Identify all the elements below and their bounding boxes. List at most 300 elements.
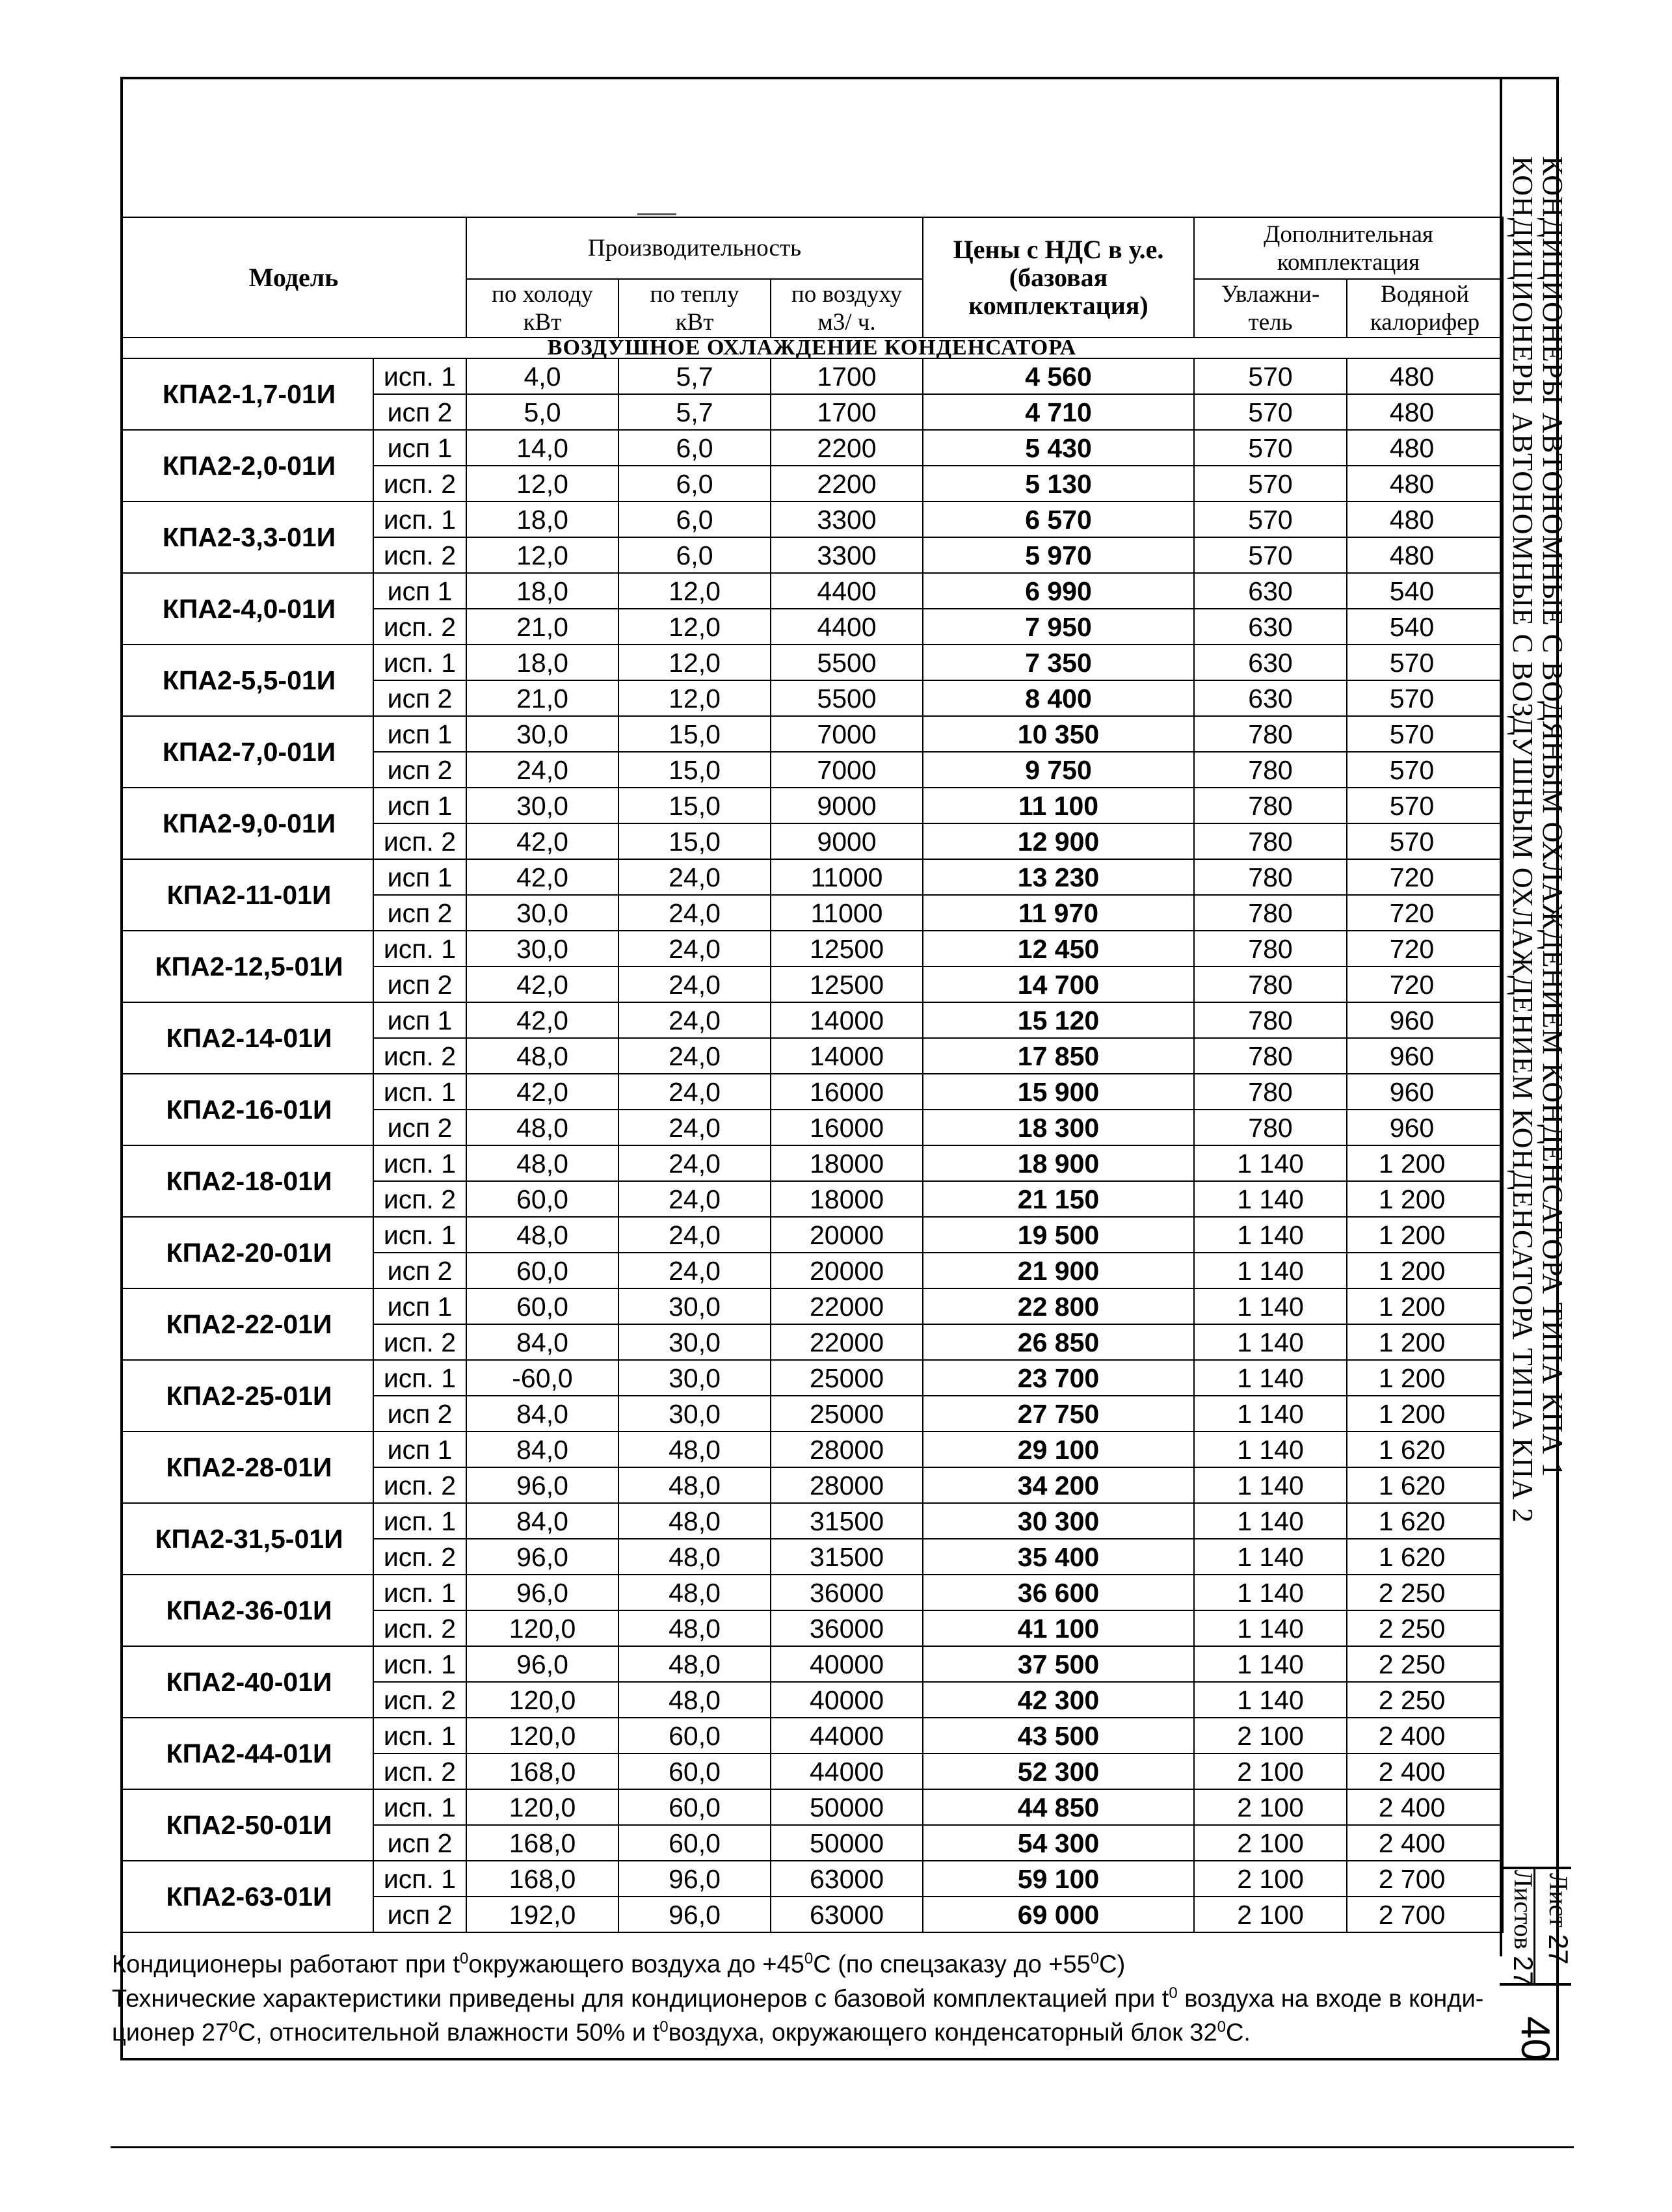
price-cell: 7 350 xyxy=(923,645,1194,680)
model-name-cell: КПА2-3,3-01И xyxy=(121,501,373,573)
model-name-cell: КПА2-31,5-01И xyxy=(121,1503,373,1575)
price-header-line3: комплектация) xyxy=(968,291,1148,320)
heater-cell: 480 xyxy=(1347,430,1503,466)
price-cell: 54 300 xyxy=(923,1825,1194,1861)
section-title: ВОЗДУШНОЕ ОХЛАЖДЕНИЕ КОНДЕНСАТОРА xyxy=(121,338,1503,358)
heat-cell: 48,0 xyxy=(618,1503,771,1539)
heater-cell: 1 620 xyxy=(1347,1467,1503,1503)
humidifier-cell: 1 140 xyxy=(1194,1288,1347,1324)
price-cell: 19 500 xyxy=(923,1217,1194,1253)
cold-header-line2: кВт xyxy=(523,309,562,336)
price-cell: 6 570 xyxy=(923,501,1194,537)
humidifier-cell: 630 xyxy=(1194,609,1347,645)
air-cell: 3300 xyxy=(771,537,923,573)
air-cell: 4400 xyxy=(771,609,923,645)
heat-cell: 48,0 xyxy=(618,1467,771,1503)
price-cell: 22 800 xyxy=(923,1288,1194,1324)
cold-cell: 30,0 xyxy=(466,788,618,823)
col-model-header: Модель xyxy=(121,217,466,338)
cold-cell: 60,0 xyxy=(466,1181,618,1217)
table-row xyxy=(121,358,1503,394)
heater-cell: 960 xyxy=(1347,1002,1503,1038)
heater-cell: 480 xyxy=(1347,537,1503,573)
heat-cell: 24,0 xyxy=(618,1110,771,1145)
cold-cell: 42,0 xyxy=(466,823,618,859)
heater-header-line2: калорифер xyxy=(1370,309,1480,336)
air-cell: 1700 xyxy=(771,394,923,430)
air-cell: 50000 xyxy=(771,1825,923,1861)
humidifier-cell: 780 xyxy=(1194,1002,1347,1038)
cold-cell: 168,0 xyxy=(466,1861,618,1897)
heater-cell: 480 xyxy=(1347,358,1503,394)
heater-cell: 2 400 xyxy=(1347,1718,1503,1753)
col-extras-header xyxy=(1194,217,1503,279)
cold-cell: 48,0 xyxy=(466,1110,618,1145)
heat-cell: 5,7 xyxy=(618,394,771,430)
col-air-header xyxy=(771,279,923,338)
variant-cell: исп. 1 xyxy=(373,1646,466,1682)
cold-cell: 12,0 xyxy=(466,537,618,573)
price-cell: 18 900 xyxy=(923,1145,1194,1181)
heater-cell: 570 xyxy=(1347,752,1503,788)
air-cell: 22000 xyxy=(771,1288,923,1324)
air-cell: 12500 xyxy=(771,966,923,1002)
variant-cell: исп. 1 xyxy=(373,358,466,394)
model-name-cell: КПА2-1,7-01И xyxy=(121,358,373,430)
variant-cell: исп. 1 xyxy=(373,1861,466,1897)
model-name-cell: КПА2-14-01И xyxy=(121,1002,373,1074)
heater-cell: 2 250 xyxy=(1347,1646,1503,1682)
heater-cell: 720 xyxy=(1347,895,1503,931)
heater-cell: 2 250 xyxy=(1347,1610,1503,1646)
heat-cell: 60,0 xyxy=(618,1753,771,1789)
table-row xyxy=(121,501,1503,537)
model-name-cell: КПА2-2,0-01И xyxy=(121,430,373,501)
heat-cell: 6,0 xyxy=(618,466,771,501)
heater-cell: 1 620 xyxy=(1347,1539,1503,1575)
air-cell: 44000 xyxy=(771,1718,923,1753)
variant-cell: исп. 1 xyxy=(373,645,466,680)
price-header-line2: (базовая xyxy=(1009,263,1108,292)
price-cell: 21 900 xyxy=(923,1253,1194,1288)
heater-header-line1: Водяной xyxy=(1380,281,1470,308)
model-name-cell: КПА2-4,0-01И xyxy=(121,573,373,645)
heat-cell: 24,0 xyxy=(618,966,771,1002)
heat-cell: 6,0 xyxy=(618,501,771,537)
table-row xyxy=(121,1789,1503,1825)
price-cell: 37 500 xyxy=(923,1646,1194,1682)
price-cell: 42 300 xyxy=(923,1682,1194,1718)
cold-cell: 30,0 xyxy=(466,716,618,752)
air-cell: 22000 xyxy=(771,1324,923,1360)
heater-cell: 480 xyxy=(1347,394,1503,430)
variant-cell: исп 2 xyxy=(373,966,466,1002)
cold-cell: 12,0 xyxy=(466,466,618,501)
variant-cell: исп 1 xyxy=(373,1002,466,1038)
heater-cell: 720 xyxy=(1347,966,1503,1002)
humidifier-cell: 780 xyxy=(1194,1110,1347,1145)
model-name-cell: КПА2-20-01И xyxy=(121,1217,373,1288)
price-cell: 9 750 xyxy=(923,752,1194,788)
humidifier-cell: 570 xyxy=(1194,394,1347,430)
price-cell: 4 560 xyxy=(923,358,1194,394)
model-name-cell: КПА2-25-01И xyxy=(121,1360,373,1432)
cold-header-line1: по холоду xyxy=(492,281,593,308)
price-cell: 15 900 xyxy=(923,1074,1194,1110)
heat-cell: 96,0 xyxy=(618,1861,771,1897)
air-cell: 9000 xyxy=(771,823,923,859)
table-row xyxy=(121,1503,1503,1539)
heater-cell: 2 400 xyxy=(1347,1789,1503,1825)
variant-cell: исп 1 xyxy=(373,573,466,609)
table-row xyxy=(121,931,1503,966)
variant-cell: исп 1 xyxy=(373,859,466,895)
heater-cell: 1 620 xyxy=(1347,1503,1503,1539)
heat-cell: 6,0 xyxy=(618,430,771,466)
model-name-cell: КПА2-9,0-01И xyxy=(121,788,373,859)
humidifier-header-line1: Увлажни- xyxy=(1221,281,1320,308)
footnote-line1: Кондиционеры работают при $t^0окружающего$ воздуха до $+45^0С$ (по спецзаказу до $+55^0С$) xyxy=(112,1950,1126,1979)
variant-cell: исп. 2 xyxy=(373,609,466,645)
air-cell: 11000 xyxy=(771,895,923,931)
model-name-cell: КПА2-28-01И xyxy=(121,1432,373,1503)
heater-cell: 2 400 xyxy=(1347,1825,1503,1861)
variant-cell: исп 2 xyxy=(373,752,466,788)
cold-cell: 96,0 xyxy=(466,1575,618,1610)
model-name-cell: КПА2-12,5-01И xyxy=(121,931,373,1002)
variant-cell: исп 2 xyxy=(373,1253,466,1288)
cold-cell: 30,0 xyxy=(466,895,618,931)
air-header-line1: по воздуху xyxy=(791,281,903,308)
page-number: 40 xyxy=(1513,2016,1558,2061)
sheets-total xyxy=(1507,1870,1539,1986)
variant-cell: исп 2 xyxy=(373,1897,466,1932)
price-cell: 27 750 xyxy=(923,1396,1194,1432)
sheet-label: Лист xyxy=(1544,1873,1573,1928)
model-name-cell: КПА2-16-01И xyxy=(121,1074,373,1145)
humidifier-cell: 1 140 xyxy=(1194,1181,1347,1217)
variant-cell: исп 2 xyxy=(373,394,466,430)
table-row xyxy=(121,1575,1503,1610)
humidifier-cell: 570 xyxy=(1194,466,1347,501)
air-cell: 9000 xyxy=(771,788,923,823)
humidifier-cell: 780 xyxy=(1194,716,1347,752)
humidifier-header-line2: тель xyxy=(1248,309,1293,336)
variant-cell: исп. 2 xyxy=(373,1682,466,1718)
price-cell: 43 500 xyxy=(923,1718,1194,1753)
air-cell: 36000 xyxy=(771,1575,923,1610)
air-cell: 18000 xyxy=(771,1181,923,1217)
side-title-line2: КОНДИЦИОНЕРЫ АВТОНОМНЫЕ С ВОЗДУШНЫМ ОХЛАЖДЕНИЕМ КОНДЕНСАТОРА ТИПА КПА 2 xyxy=(1507,156,1539,1523)
price-cell: 26 850 xyxy=(923,1324,1194,1360)
extras-header-line1: Дополнительная xyxy=(1264,220,1433,248)
heat-cell: 48,0 xyxy=(618,1682,771,1718)
heat-header-line2: кВт xyxy=(675,309,714,336)
cold-cell: 120,0 xyxy=(466,1718,618,1753)
heat-cell: 15,0 xyxy=(618,823,771,859)
air-cell: 31500 xyxy=(771,1503,923,1539)
air-cell: 4400 xyxy=(771,573,923,609)
cold-cell: 48,0 xyxy=(466,1038,618,1074)
model-name-cell: КПА2-36-01И xyxy=(121,1575,373,1646)
humidifier-cell: 630 xyxy=(1194,680,1347,716)
cold-cell: 48,0 xyxy=(466,1217,618,1253)
air-cell: 44000 xyxy=(771,1753,923,1789)
heat-cell: 24,0 xyxy=(618,859,771,895)
heater-cell: 570 xyxy=(1347,788,1503,823)
heat-cell: 15,0 xyxy=(618,716,771,752)
cold-cell: 120,0 xyxy=(466,1610,618,1646)
variant-cell: исп 1 xyxy=(373,788,466,823)
humidifier-cell: 1 140 xyxy=(1194,1324,1347,1360)
table-row xyxy=(121,645,1503,680)
heater-cell: 2 250 xyxy=(1347,1682,1503,1718)
price-cell: 11 100 xyxy=(923,788,1194,823)
heat-cell: 30,0 xyxy=(618,1396,771,1432)
price-cell: 69 000 xyxy=(923,1897,1194,1932)
heat-cell: 15,0 xyxy=(618,788,771,823)
price-cell: 7 950 xyxy=(923,609,1194,645)
heat-cell: 15,0 xyxy=(618,752,771,788)
air-cell: 18000 xyxy=(771,1145,923,1181)
air-cell: 36000 xyxy=(771,1610,923,1646)
price-cell: 5 970 xyxy=(923,537,1194,573)
price-cell: 8 400 xyxy=(923,680,1194,716)
heater-cell: 540 xyxy=(1347,609,1503,645)
heat-cell: 24,0 xyxy=(618,1145,771,1181)
price-cell: 59 100 xyxy=(923,1861,1194,1897)
heat-header-line1: по теплу xyxy=(650,281,739,308)
heat-cell: 60,0 xyxy=(618,1718,771,1753)
variant-cell: исп. 2 xyxy=(373,823,466,859)
humidifier-cell: 780 xyxy=(1194,895,1347,931)
heat-cell: 96,0 xyxy=(618,1897,771,1932)
air-cell: 31500 xyxy=(771,1539,923,1575)
cold-cell: 30,0 xyxy=(466,931,618,966)
heat-cell: 5,7 xyxy=(618,358,771,394)
heat-cell: 30,0 xyxy=(618,1288,771,1324)
table-row xyxy=(121,859,1503,895)
heat-cell: 12,0 xyxy=(618,645,771,680)
heater-cell: 720 xyxy=(1347,931,1503,966)
cold-cell: 18,0 xyxy=(466,501,618,537)
header-blank-area xyxy=(120,77,1502,221)
variant-cell: исп. 2 xyxy=(373,1324,466,1360)
variant-cell: исп. 2 xyxy=(373,1038,466,1074)
heater-cell: 1 200 xyxy=(1347,1253,1503,1288)
heater-cell: 570 xyxy=(1347,645,1503,680)
heater-cell: 960 xyxy=(1347,1110,1503,1145)
table-row xyxy=(121,1718,1503,1753)
humidifier-cell: 780 xyxy=(1194,966,1347,1002)
heat-cell: 24,0 xyxy=(618,931,771,966)
air-cell: 25000 xyxy=(771,1396,923,1432)
variant-cell: исп 2 xyxy=(373,1825,466,1861)
humidifier-cell: 570 xyxy=(1194,501,1347,537)
variant-cell: исп. 2 xyxy=(373,537,466,573)
humidifier-cell: 1 140 xyxy=(1194,1253,1347,1288)
variant-cell: исп. 1 xyxy=(373,1789,466,1825)
cold-cell: 96,0 xyxy=(466,1646,618,1682)
air-cell: 16000 xyxy=(771,1074,923,1110)
humidifier-cell: 1 140 xyxy=(1194,1610,1347,1646)
heat-cell: 60,0 xyxy=(618,1825,771,1861)
variant-cell: исп. 1 xyxy=(373,501,466,537)
humidifier-cell: 1 140 xyxy=(1194,1145,1347,1181)
air-cell: 5500 xyxy=(771,645,923,680)
price-cell: 23 700 xyxy=(923,1360,1194,1396)
cold-cell: 84,0 xyxy=(466,1432,618,1467)
air-cell: 63000 xyxy=(771,1861,923,1897)
heater-cell: 570 xyxy=(1347,680,1503,716)
cold-cell: 18,0 xyxy=(466,645,618,680)
air-cell: 14000 xyxy=(771,1038,923,1074)
air-cell: 7000 xyxy=(771,716,923,752)
heater-cell: 1 200 xyxy=(1347,1181,1503,1217)
table-row xyxy=(121,430,1503,466)
sheet-number xyxy=(1543,1873,1574,1965)
heat-cell: 24,0 xyxy=(618,895,771,931)
cold-cell: 42,0 xyxy=(466,859,618,895)
table-row xyxy=(121,1432,1503,1467)
humidifier-cell: 1 140 xyxy=(1194,1467,1347,1503)
table-row xyxy=(121,1217,1503,1253)
air-cell: 5500 xyxy=(771,680,923,716)
scan-mark xyxy=(637,213,676,215)
variant-cell: исп 2 xyxy=(373,1110,466,1145)
variant-cell: исп 1 xyxy=(373,1288,466,1324)
cold-cell: 4,0 xyxy=(466,358,618,394)
col-heater-header xyxy=(1347,279,1503,338)
variant-cell: исп 1 xyxy=(373,1432,466,1467)
humidifier-cell: 1 140 xyxy=(1194,1396,1347,1432)
heater-cell: 1 200 xyxy=(1347,1396,1503,1432)
heater-cell: 480 xyxy=(1347,466,1503,501)
variant-cell: исп. 1 xyxy=(373,1575,466,1610)
heat-cell: 12,0 xyxy=(618,680,771,716)
heat-cell: 48,0 xyxy=(618,1610,771,1646)
heater-cell: 1 200 xyxy=(1347,1360,1503,1396)
sheets-total-label: Листов xyxy=(1509,1870,1538,1950)
variant-cell: исп. 1 xyxy=(373,1145,466,1181)
variant-cell: исп. 1 xyxy=(373,1074,466,1110)
heater-cell: 2 400 xyxy=(1347,1753,1503,1789)
humidifier-cell: 630 xyxy=(1194,573,1347,609)
price-cell: 10 350 xyxy=(923,716,1194,752)
air-cell: 12500 xyxy=(771,931,923,966)
cold-cell: 120,0 xyxy=(466,1789,618,1825)
variant-cell: исп 1 xyxy=(373,716,466,752)
price-cell: 13 230 xyxy=(923,859,1194,895)
price-table xyxy=(120,217,1504,1933)
humidifier-cell: 2 100 xyxy=(1194,1861,1347,1897)
heat-cell: 30,0 xyxy=(618,1360,771,1396)
price-cell: 30 300 xyxy=(923,1503,1194,1539)
heat-cell: 30,0 xyxy=(618,1324,771,1360)
humidifier-cell: 780 xyxy=(1194,859,1347,895)
price-cell: 44 850 xyxy=(923,1789,1194,1825)
air-cell: 40000 xyxy=(771,1682,923,1718)
cold-cell: 60,0 xyxy=(466,1253,618,1288)
variant-cell: исп. 2 xyxy=(373,1467,466,1503)
heat-cell: 24,0 xyxy=(618,1253,771,1288)
heater-cell: 570 xyxy=(1347,716,1503,752)
sheet-value: 27 xyxy=(1543,1934,1574,1965)
table-row xyxy=(121,573,1503,609)
air-cell: 14000 xyxy=(771,1002,923,1038)
humidifier-cell: 570 xyxy=(1194,430,1347,466)
air-cell: 2200 xyxy=(771,430,923,466)
air-cell: 28000 xyxy=(771,1432,923,1467)
model-name-cell: КПА2-22-01И xyxy=(121,1288,373,1360)
heater-cell: 2 700 xyxy=(1347,1861,1503,1897)
table-row xyxy=(121,1360,1503,1396)
humidifier-cell: 570 xyxy=(1194,358,1347,394)
humidifier-cell: 780 xyxy=(1194,1038,1347,1074)
humidifier-cell: 2 100 xyxy=(1194,1789,1347,1825)
cold-cell: 48,0 xyxy=(466,1145,618,1181)
cold-cell: 84,0 xyxy=(466,1396,618,1432)
humidifier-cell: 1 140 xyxy=(1194,1217,1347,1253)
model-name-cell: КПА2-40-01И xyxy=(121,1646,373,1718)
price-cell: 14 700 xyxy=(923,966,1194,1002)
model-name-cell: КПА2-44-01И xyxy=(121,1718,373,1789)
air-cell: 20000 xyxy=(771,1217,923,1253)
side-title-line1: КОНДИЦИОНЕРЫ АВТОНОМНЫЕ С ВОДЯНЫМ ОХЛАЖДЕНИЕМ КОНДЕНСАТОРА ТИПА КПА 1 xyxy=(1537,156,1569,1478)
table-row xyxy=(121,1288,1503,1324)
cold-cell: 168,0 xyxy=(466,1825,618,1861)
price-cell: 6 990 xyxy=(923,573,1194,609)
air-cell: 16000 xyxy=(771,1110,923,1145)
model-name-cell: КПА2-7,0-01И xyxy=(121,716,373,788)
heat-cell: 24,0 xyxy=(618,1217,771,1253)
cold-cell: 84,0 xyxy=(466,1503,618,1539)
cold-cell: 168,0 xyxy=(466,1753,618,1789)
cold-cell: 24,0 xyxy=(466,752,618,788)
table-row xyxy=(121,1002,1503,1038)
cold-cell: 42,0 xyxy=(466,1002,618,1038)
heater-cell: 2 700 xyxy=(1347,1897,1503,1932)
price-cell: 35 400 xyxy=(923,1539,1194,1575)
heat-cell: 48,0 xyxy=(618,1646,771,1682)
col-humidifier-header xyxy=(1194,279,1347,338)
air-cell: 25000 xyxy=(771,1360,923,1396)
heat-cell: 24,0 xyxy=(618,1002,771,1038)
humidifier-cell: 630 xyxy=(1194,645,1347,680)
bottom-rule xyxy=(111,2146,1574,2148)
footnote-line2: Технические характеристики приведены для кондиционеров с базовой комплектацией при $t^0$ воздуха на входе в конди- xyxy=(112,1984,1484,2013)
heater-cell: 960 xyxy=(1347,1074,1503,1110)
air-cell: 20000 xyxy=(771,1253,923,1288)
price-header-line1: Цены с НДС в у.е. xyxy=(953,235,1164,264)
cold-cell: 18,0 xyxy=(466,573,618,609)
humidifier-cell: 1 140 xyxy=(1194,1432,1347,1467)
humidifier-cell: 1 140 xyxy=(1194,1646,1347,1682)
cold-cell: 192,0 xyxy=(466,1897,618,1932)
air-cell: 63000 xyxy=(771,1897,923,1932)
model-name-cell: КПА2-11-01И xyxy=(121,859,373,931)
cold-cell: 96,0 xyxy=(466,1467,618,1503)
price-cell: 18 300 xyxy=(923,1110,1194,1145)
heater-cell: 540 xyxy=(1347,573,1503,609)
price-cell: 52 300 xyxy=(923,1753,1194,1789)
price-cell: 4 710 xyxy=(923,394,1194,430)
variant-cell: исп 1 xyxy=(373,430,466,466)
variant-cell: исп 2 xyxy=(373,680,466,716)
heater-cell: 1 200 xyxy=(1347,1324,1503,1360)
air-cell: 7000 xyxy=(771,752,923,788)
heater-cell: 960 xyxy=(1347,1038,1503,1074)
